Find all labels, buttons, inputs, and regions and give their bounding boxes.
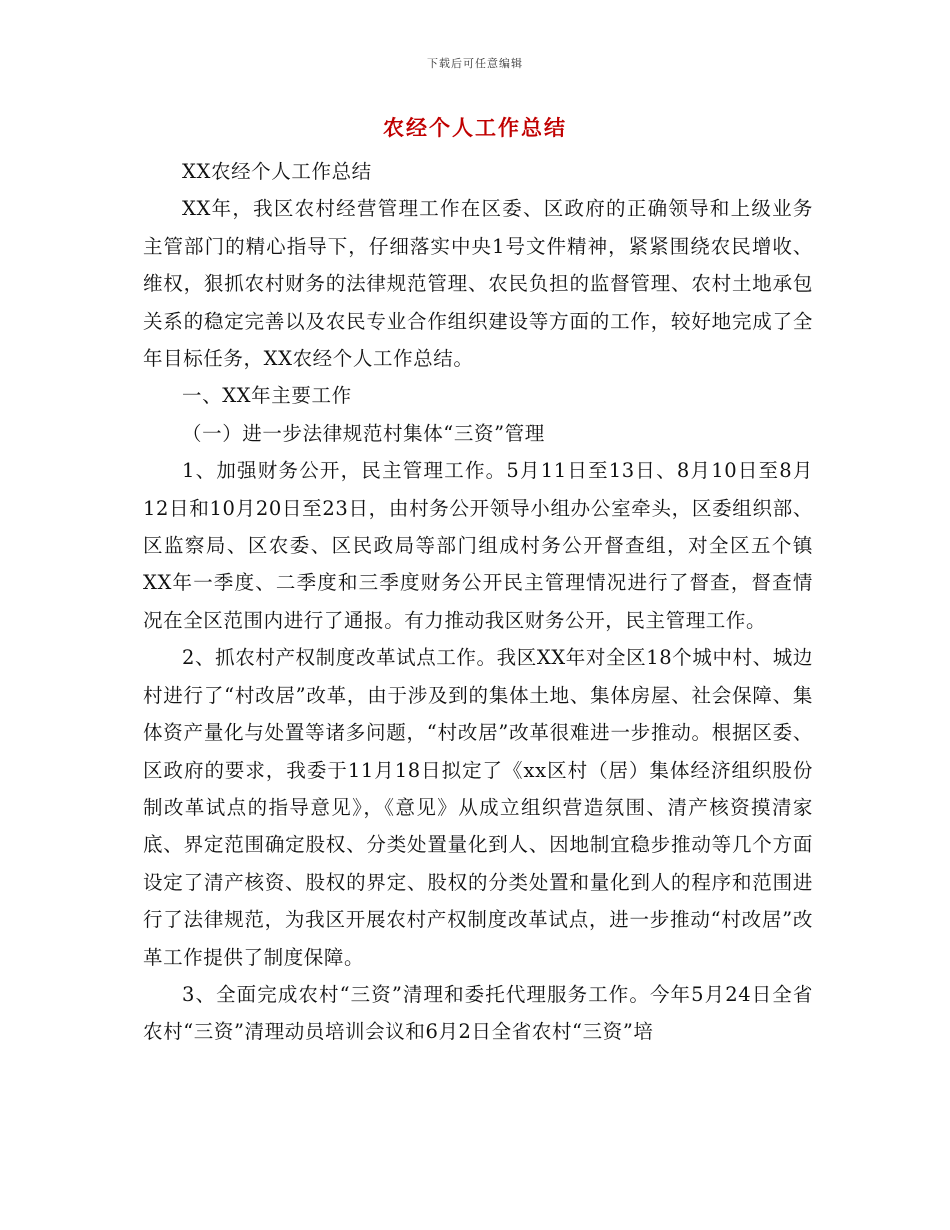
paragraph-item-1: 1、加强财务公开，民主管理工作。5月11日至13日、8月10日至8月12日和10月20日至23日，由村务公开领导小组办公室牵头，区委组织部、区监察局、区农委、区民政局等部门组成村务公开督查组，对全区五个镇XX年一季度、二季度和三季度财务公开民主管理情况进行了督查，督查情况在全区范围内进行了通报。有力推动我区财务公开，民主管理工作。: [143, 459, 813, 632]
section-heading: 一、XX年主要工作: [182, 384, 352, 408]
subsection-heading: （一）进一步法律规范村集体“三资”管理: [182, 421, 545, 445]
paragraph-item-3: 3、全面完成农村“三资”清理和委托代理服务工作。今年5月24日全省农村“三资”清理动员培训会议和6月2日全省农村“三资”培: [143, 982, 813, 1044]
paragraph-intro: XX年，我区农村经营管理工作在区委、区政府的正确领导和上级业务主管部门的精心指导下，仔细落实中央1号文件精神，紧紧围绕农民增收、维权，狠抓农村财务的法律规范管理、农民负担的监督管理、农村土地承包关系的稳定完善以及农民专业合作组织建设等方面的工作，较好地完成了全年目标任务，XX农经个人工作总结。: [143, 197, 813, 371]
document-title: 农经个人工作总结: [383, 115, 567, 140]
paragraph-subtitle: XX农经个人工作总结: [182, 160, 372, 183]
paragraph-item-2: 2、抓农村产权制度改革试点工作。我区XX年对全区18个城中村、城边村进行了“村改居”改革，由于涉及到的集体土地、集体房屋、社会保障、集体资产量化与处置等诸多问题，“村改居”改革很难进一步推动。根据区委、区政府的要求，我委于11月18日拟定了《xx区村（居）集体经济组织股份制改革试点的指导意见》，《意见》从成立组织营造氛围、清产核资摸清家底、界定范围确定股权、分类处置量化到人、因地制宜稳步推动等几个方面设定了清产核资、股权的界定、股权的分类处置和量化到人的程序和范围进行了法律规范，为我区开展农村产权制度改革试点，进一步推动“村改居”改革工作提供了制度保障。: [143, 646, 813, 969]
document-body: [143, 153, 813, 1051]
header-note: 下载后可任意编辑: [427, 57, 523, 70]
